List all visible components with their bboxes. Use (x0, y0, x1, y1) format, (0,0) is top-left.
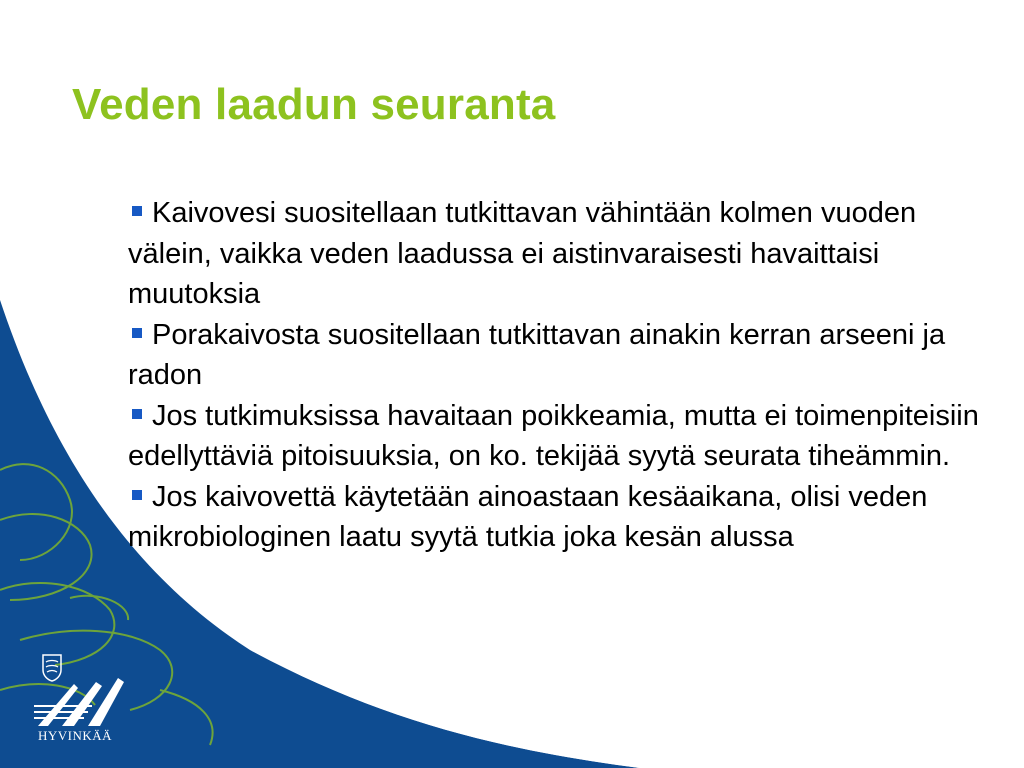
bullet-item (128, 193, 998, 315)
hyvinkaa-logo (34, 654, 130, 754)
bullet-list (128, 193, 998, 558)
bullet-item (128, 477, 998, 558)
slide-title: Veden laadun seuranta (72, 80, 556, 129)
hyvinkaa-logo-icon (34, 676, 130, 734)
bullet-text: Kaivovesi suositellaan tutkittavan vähintään kolmen vuoden välein, vaikka veden laadussa ei aistinvaraisesti havaittaisi muutoksia (128, 197, 917, 310)
logo-text: HYVINKÄÄ (38, 728, 113, 743)
square-bullet-icon (132, 206, 142, 216)
bullet-item (128, 396, 998, 477)
bullet-text: Porakaivosta suositellaan tutkittavan ainakin kerran arseeni ja radon (128, 318, 946, 391)
bullet-text: Jos tutkimuksissa havaitaan poikkeamia, mutta ei toimenpiteisiin edellyttäviä pitoisuuksia, on ko. tekijää syytä seurata tiheämmin. (128, 399, 979, 472)
square-bullet-icon (132, 490, 142, 500)
square-bullet-icon (132, 409, 142, 419)
bullet-item (128, 315, 998, 396)
bullet-text: Jos kaivovettä käytetään ainoastaan kesäaikana, olisi veden mikrobiologinen laatu syytä tutkia joka kesän alussa (128, 480, 928, 553)
square-bullet-icon (132, 328, 142, 338)
